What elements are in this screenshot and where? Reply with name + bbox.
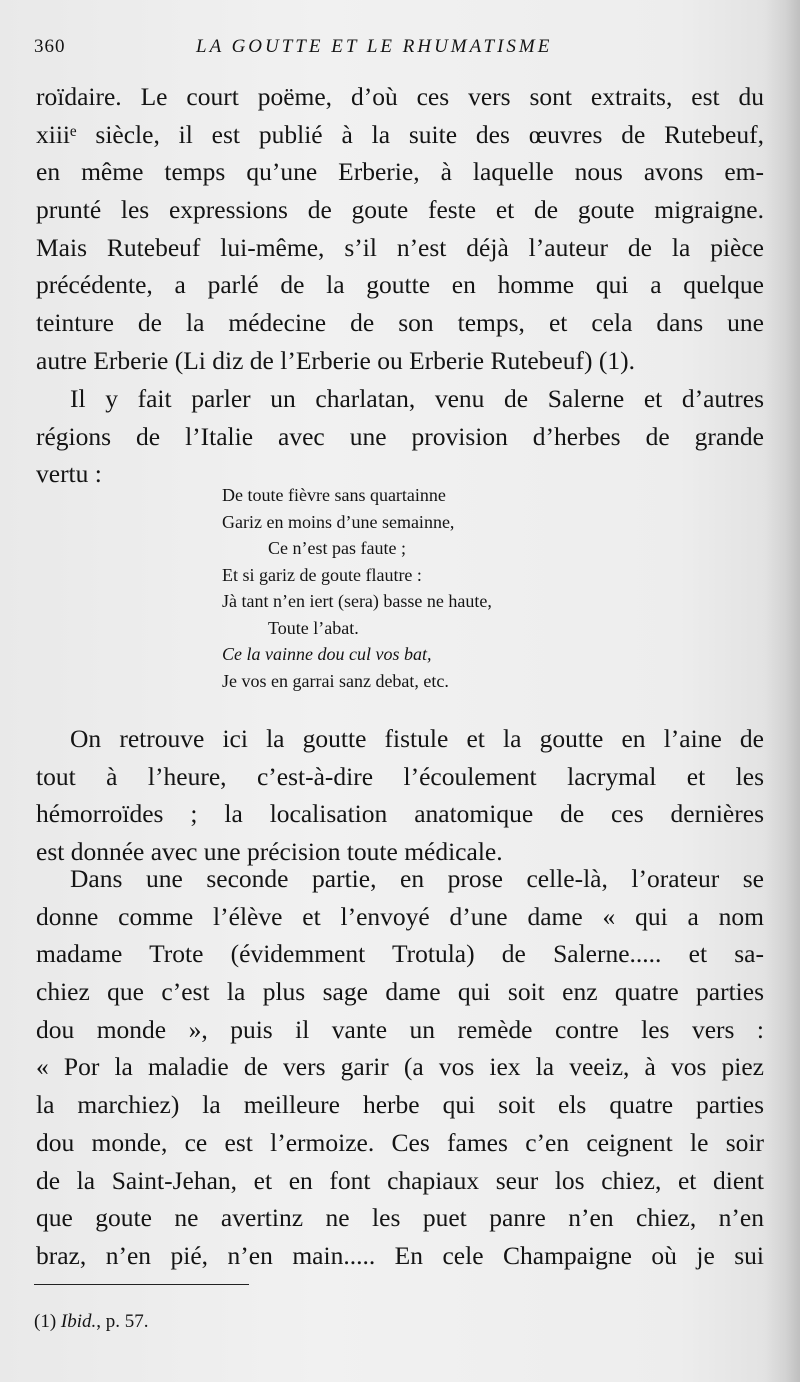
text-line: que goute ne avertinz ne les puet panre n’en chiez, n’en <box>36 1203 764 1233</box>
text-line: donne comme l’élève et l’envoyé d’une dame « qui a nom <box>36 901 764 931</box>
verse-line: Jà tant n’en iert (sera) basse ne haute, <box>222 591 492 611</box>
footnote-page: , p. 57. <box>96 1311 149 1332</box>
text-line: prunté les expressions de goute feste et de goute migraigne. <box>36 195 764 225</box>
verse-quotation <box>222 482 492 694</box>
verse-line: Gariz en moins d’une semainne, <box>222 511 455 532</box>
text-line: vertu : <box>36 459 102 489</box>
text-line: est donnée avec une précision toute médicale. <box>36 837 503 867</box>
page-edge-shadow <box>764 0 800 1382</box>
text-line: régions de l’Italie avec une provision d’herbes de grande <box>36 421 764 451</box>
text-line: en même temps qu’une Erberie, à laquelle nous avons em- <box>36 157 764 187</box>
text-line: de la Saint-Jehan, et en font chapiaux seur los chiez, et dient <box>36 1165 764 1195</box>
text-line: On retrouve ici la goutte fistule et la goutte en l’aine de <box>70 724 764 753</box>
text-line: roïdaire. Le court poëme, d’où ces vers sont extraits, est du <box>36 82 764 111</box>
footnote <box>34 1311 149 1333</box>
paragraph-2 <box>36 380 764 493</box>
verse-line: Ce n’est pas faute ; <box>268 538 406 558</box>
verse-line: Ce la vainne dou cul vos bat, <box>222 644 432 664</box>
text-line: teinture de la médecine de son temps, et cela dans une <box>36 308 764 338</box>
text-line: dou monde », puis il vante un remède contre les vers : <box>36 1014 764 1044</box>
verse-line: De toute fièvre sans quartainne <box>222 485 446 505</box>
verse-line: Et si gariz de goute flautre : <box>222 564 422 585</box>
page-header <box>34 36 774 60</box>
text-line: « Por la maladie de vers garir (a vos iex la veeiz, à vos piez <box>36 1052 764 1082</box>
text-line: Il y fait parler un charlatan, venu de Salerne et d’autres <box>70 384 764 413</box>
text-line: madame Trote (évidemment Trotula) de Salerne..... et sa- <box>36 939 764 969</box>
text-line: xiiiᵉ siècle, il est publié à la suite des œuvres de Rutebeuf, <box>36 119 764 149</box>
verse-line: Toute l’abat. <box>268 617 359 638</box>
footnote-rule <box>34 1284 249 1285</box>
text-line: braz, n’en pié, n’en main..... En cele Champaigne où je sui <box>36 1240 764 1270</box>
page-number: 360 <box>34 36 66 57</box>
text-line: tout à l’heure, c’est-à-dire l’écoulement lacrymal et les <box>36 761 764 791</box>
text-line: Dans une seconde partie, en prose celle-là, l’orateur se <box>70 864 764 893</box>
text-line: hémorroïdes ; la localisation anatomique de ces dernières <box>36 799 764 829</box>
running-title: LA GOUTTE ET LE RHUMATISME <box>196 36 553 57</box>
text-line: précédente, a parlé de la goutte en homme qui a quelque <box>36 270 764 300</box>
verse-line: Je vos en garrai sanz debat, etc. <box>222 670 449 691</box>
text-line: dou monde, ce est l’ermoize. Ces fames c’en ceignent le soir <box>36 1127 764 1157</box>
footnote-source: Ibid. <box>60 1311 97 1332</box>
paragraph-3 <box>36 720 764 871</box>
text-line: chiez que c’est la plus sage dame qui soit enz quatre parties <box>36 977 764 1007</box>
footnote-marker: (1) <box>34 1311 57 1332</box>
text-line: autre Erberie (Li diz de l’Erberie ou Erberie Rutebeuf) (1). <box>36 345 635 375</box>
paragraph-1 <box>36 78 764 380</box>
text-line: la marchiez) la meilleure herbe qui soit els quatre parties <box>36 1090 764 1120</box>
text-line: Mais Rutebeuf lui-même, s’il n’est déjà l’auteur de la pièce <box>36 232 764 262</box>
paragraph-4 <box>36 860 764 1275</box>
